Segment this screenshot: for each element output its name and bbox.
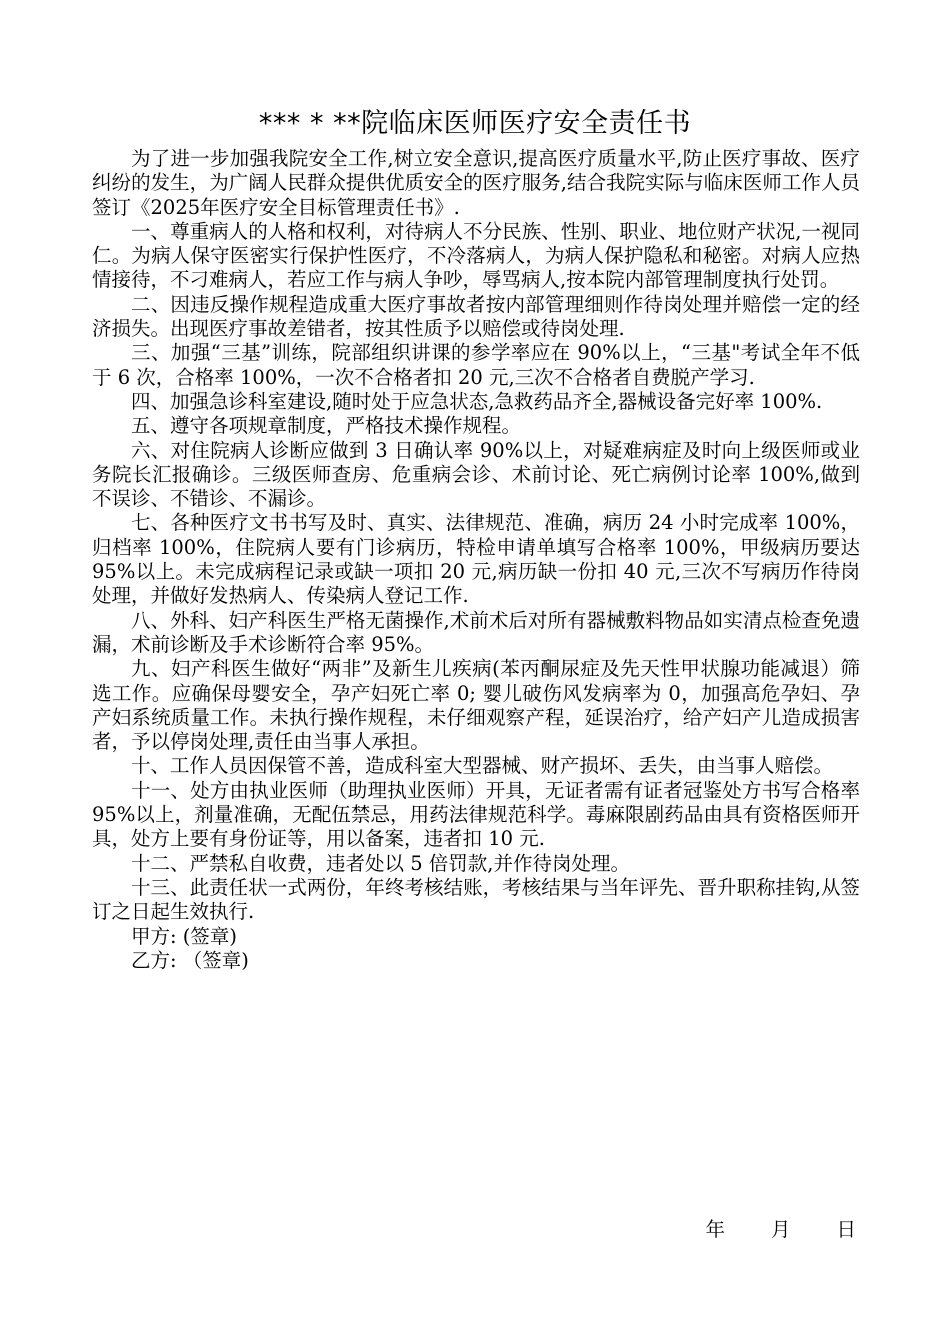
signing-date: [92, 1218, 856, 1242]
paragraph-clause-12: 十二、严禁私自收费，违者处以 5 倍罚款,并作待岗处理。: [131, 851, 631, 875]
signature-party-b: 乙方: （签章): [131, 948, 249, 972]
paragraph-clause-4: 四、加强急诊科室建设,随时处于应急状态,急救药品齐全,器械设备完好率 100%.: [131, 389, 823, 413]
signature-party-a: 甲方: (签章): [131, 924, 237, 948]
date-year-label: 年: [705, 1218, 725, 1241]
paragraph-clause-7: 七、各种医疗文书书写及时、真实、法律规范、准确，病历 24 小时完成率 100%，归档率 100%，住院病人要有门诊病历，特检申请单填写合格率 100%，甲级病历要达 95%以上。未完成病程记录或缺一项扣 20 元,病历缺一份扣 40 元,三次不写病历作待岗处理，并做好发热病人、传染病人登记工作.: [92, 511, 860, 608]
paragraph-clause-10: 十、工作人员因保管不善，造成科室大型器械、财产损坏、丢失，由当事人赔偿。: [131, 754, 834, 778]
paragraph-intro: 为了进一步加强我院安全工作,树立安全意识,提高医疗质量水平,防止医疗事故、医疗纠纷的发生，为广阔人民群众提供优质安全的医疗服务,结合我院实际与临床医师工作人员签订《2025年医疗安全目标管理责任书》.: [92, 147, 860, 219]
paragraph-clause-13: 十三、此责任状一式两份，年终考核结账，考核结果与当年评先、晋升职称挂钩,从签订之日起生效执行.: [92, 875, 860, 924]
document-body: [92, 147, 860, 973]
paragraph-clause-6: 六、对住院病人诊断应做到 3 日确认率 90%以上，对疑难病症及时向上级医师或业务院长汇报确诊。三级医师查房、危重病会诊、术前讨论、死亡病例讨论率 100%,做到不误诊、不错诊、不漏诊。: [92, 438, 860, 511]
document-title: *** * **院临床医师医疗安全责任书: [258, 108, 692, 139]
paragraph-clause-5: 五、遵守各项规章制度，严格技术操作规程。: [131, 414, 522, 438]
date-month-label: 月: [770, 1218, 791, 1241]
paragraph-clause-9: 九、妇产科医生做好“两非”及新生儿疾病(苯丙酮尿症及先天性甲状腺功能减退）筛选工作。应确保母婴安全，孕产妇死亡率 0; 婴儿破伤风发病率为 0，加强高危孕妇、孕产妇系统质量工作。未执行操作规程，未仔细观察产程，延误治疗，给产妇产儿造成损害者，予以停岗处理,责任由当事人承担。: [92, 657, 860, 754]
paragraph-clause-8: 八、外科、妇产科医生严格无菌操作,术前术后对所有器械敷料物品如实清点检查免遗漏，术前诊断及手术诊断符合率 95%。: [92, 608, 860, 656]
paragraph-clause-11: 十一、处方由执业医师（助理执业医师）开具，无证者需有证者冠鉴处方书写合格率 95%以上，剂量准确，无配伍禁忌，用药法律规范科学。毒麻限剧药品由具有资格医师开具，处方上要有身份证等，用以备案，违者扣 10 元.: [92, 778, 860, 851]
paragraph-clause-1: 一、尊重病人的人格和权利，对待病人不分民族、性别、职业、地位财产状况,一视同仁。为病人保守医密实行保护性医疗，不冷落病人，为病人保护隐私和秘密。对病人应热情接待，不刁难病人，若应工作与病人争吵，辱骂病人,按本院内部管理制度执行处罚。: [92, 219, 860, 292]
date-day-label: 日: [836, 1218, 856, 1241]
paragraph-clause-2: 二、因违反操作规程造成重大医疗事故者按内部管理细则作待岗处理并赔偿一定的经济损失。出现医疗事故差错者，按其性质予以赔偿或待岗处理.: [92, 292, 860, 341]
paragraph-clause-3: 三、加强“三基”训练，院部组织讲课的参学率应在 90%以上，“三基"考试全年不低于 6 次，合格率 100%，一次不合格者扣 20 元,三次不合格者自费脱产学习.: [92, 341, 860, 389]
